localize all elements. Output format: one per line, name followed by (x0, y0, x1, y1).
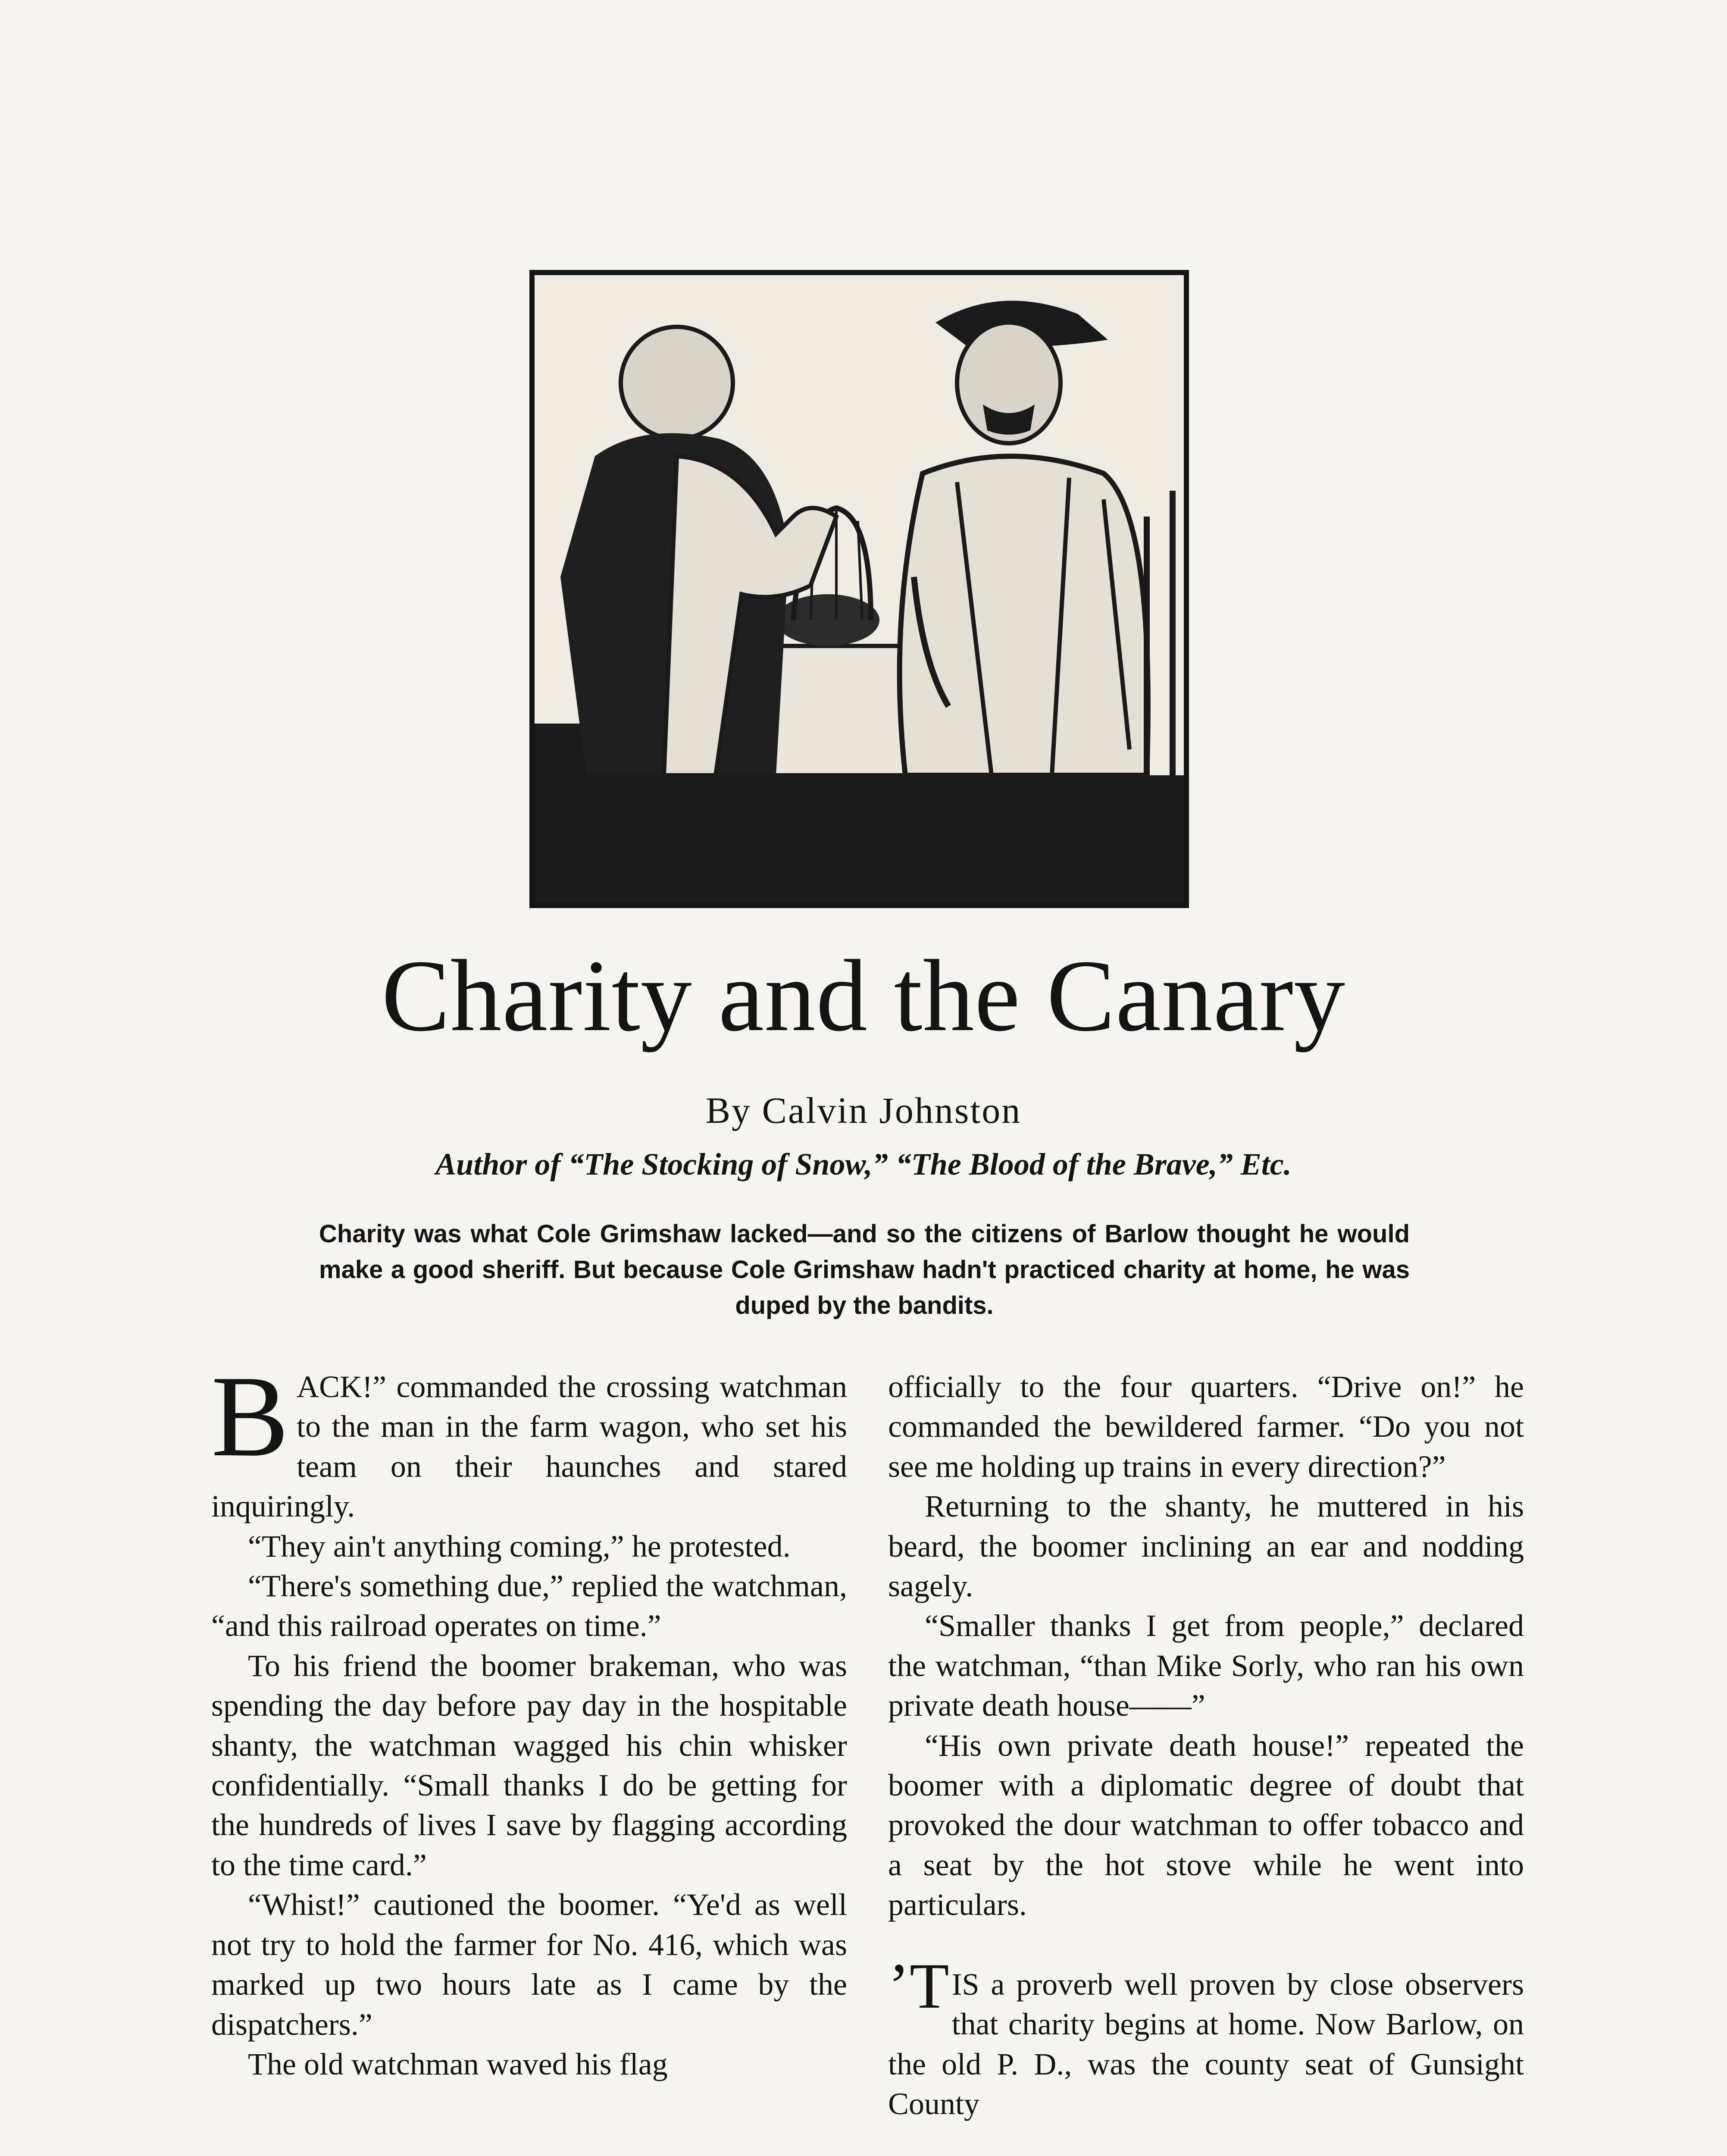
section-cap: ’T (888, 1950, 949, 2022)
woodcut-drawing (535, 275, 1184, 903)
story-title: Charity and the Canary (381, 939, 1346, 1053)
column-left (211, 1352, 847, 2084)
byline: By Calvin Johnston (705, 1090, 1022, 1131)
paragraph-text: IS a proverb well proven by close observers that charity begins at home. Now Barlow, on the old P. D., was the county seat of Gunsight County (888, 1967, 1524, 2121)
author-note: Author of “The Stocking of Snow,” “The Blood of the Brave,” Etc. (435, 1147, 1292, 1181)
column-right (888, 1367, 1524, 2124)
story-blurb: Charity was what Cole Grimshaw lacked—and so the citizens of Barlow thought he would make a good sheriff. But because Cole Grimshaw hadn't practiced charity at home, he was duped by the bandits. (319, 1220, 1410, 1319)
paragraph: officially to the four quarters. “Drive on!” he commanded the bewildered farmer. “Do you not see me holding up trains in every direction?” (888, 1369, 1524, 1484)
paragraph (888, 1950, 1524, 2124)
paragraph: Returning to the shanty, he muttered in his beard, the boomer inclining an ear and nodding sagely. (888, 1489, 1524, 1604)
story-illustration (529, 270, 1189, 908)
paragraph: “Whist!” cautioned the boomer. “Ye'd as well not try to hold the farmer for No. 416, which was marked up two hours late as I came by the dispatchers.” (211, 1887, 847, 2042)
paragraph: “His own private death house!” repeated the boomer with a diplomatic degree of doubt that provoked the dour watchman to offer tobacco and a seat by the hot stove while he went into particulars. (888, 1728, 1524, 1922)
paragraph: The old watchman waved his flag (248, 2046, 668, 2081)
paragraph: “Smaller thanks I get from people,” declared the watchman, “than Mike Sorly, who ran his own private death house——” (888, 1608, 1524, 1723)
paragraph (211, 1352, 847, 1526)
paragraph: “They ain't anything coming,” he protested. (248, 1529, 791, 1564)
paragraph: “There's something due,” replied the watchman, “and this railroad operates on time.” (211, 1569, 847, 1643)
paragraph-text: ACK!” commanded the crossing watchman to the man in the farm wagon, who set his team on their haunches and stared inquiringly. (211, 1369, 847, 1524)
drop-cap: B (211, 1352, 289, 1481)
paragraph: To his friend the boomer brakeman, who was spending the day before pay day in the hospitable shanty, the watchman wagged his chin whisker confidentially. “Small thanks I do be getting for the hundreds of lives I save by flagging according to the time card.” (211, 1648, 847, 1882)
